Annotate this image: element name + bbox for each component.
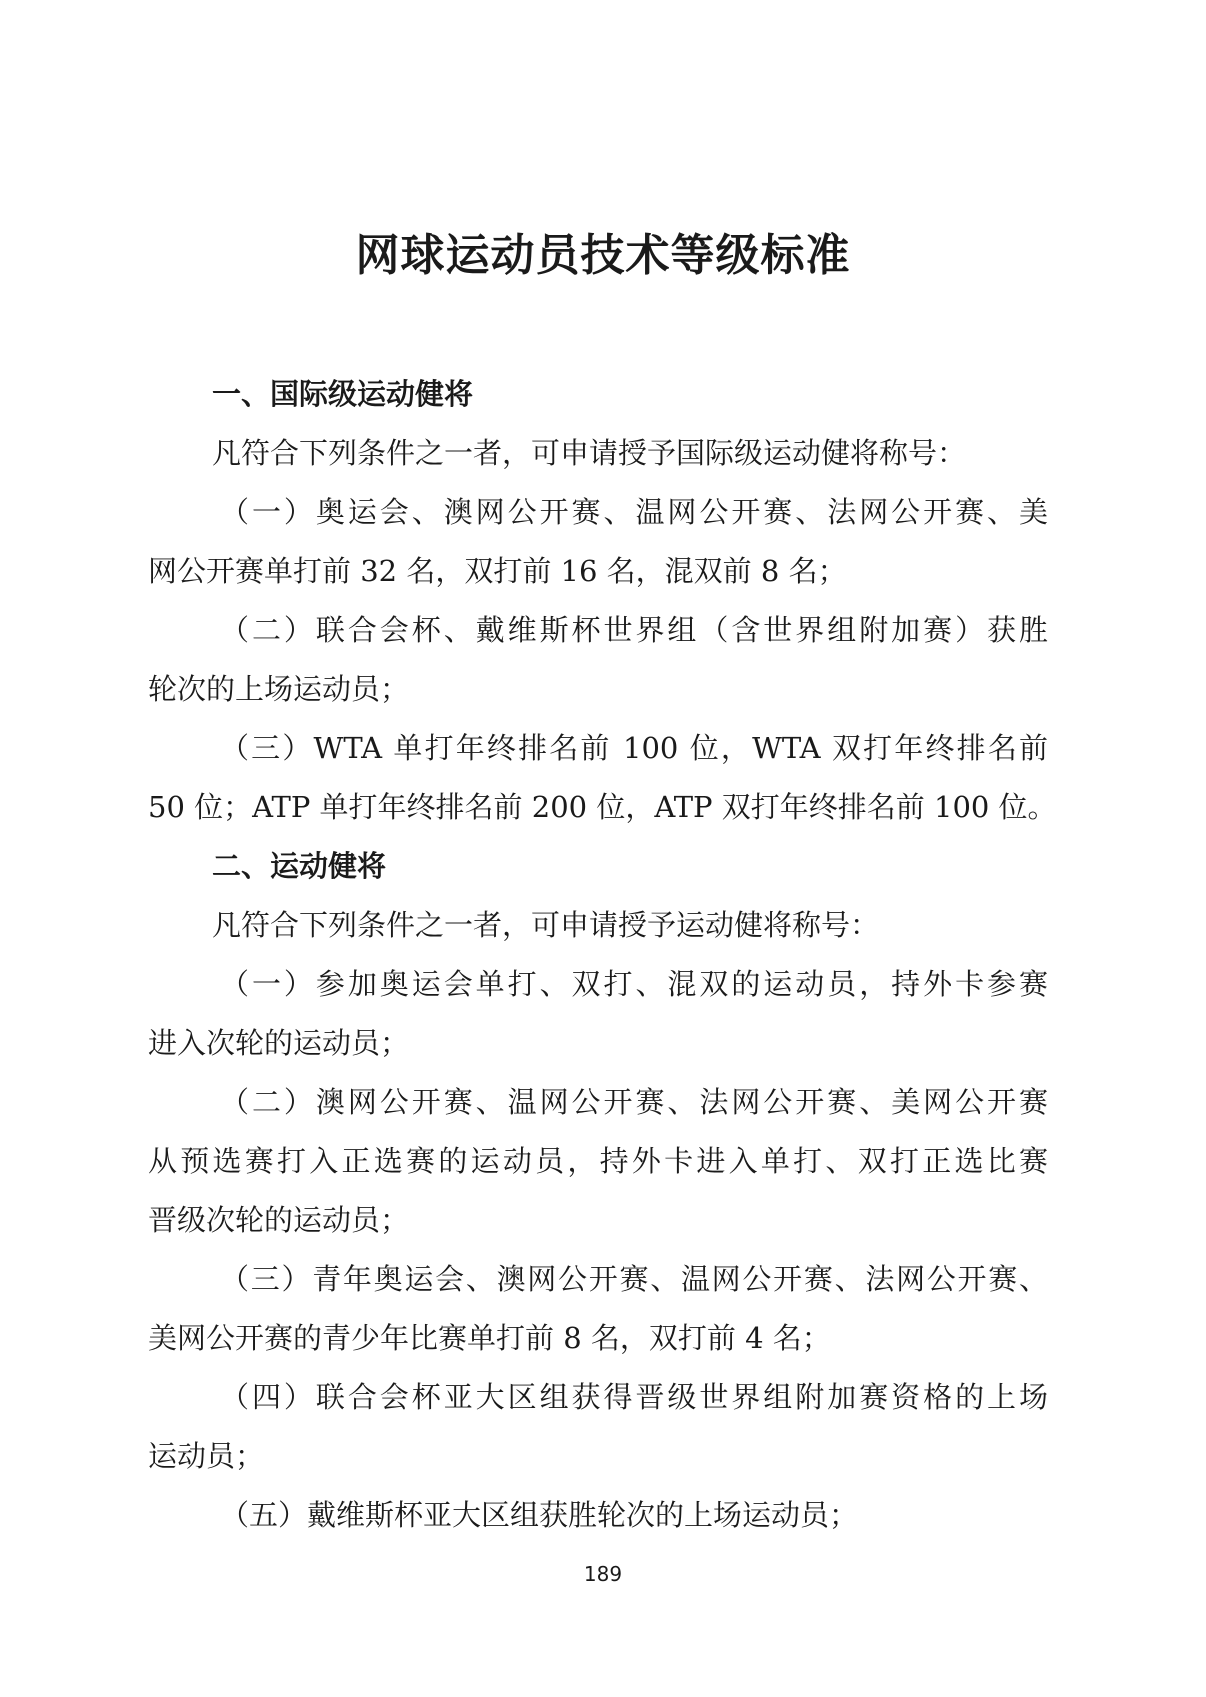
criterion-line: （五）戴维斯杯亚大区组获胜轮次的上场运动员； <box>220 1498 859 1532</box>
criterion-line: （二）联合会杯、戴维斯杯世界组（含世界组附加赛）获胜 <box>220 613 1048 647</box>
criterion-line: 50 位；ATP 单打年终排名前 200 位，ATP 双打年终排名前 100 位。 <box>148 790 1057 824</box>
criterion-line: 轮次的上场运动员； <box>148 672 410 706</box>
document-body <box>148 365 1057 1545</box>
criterion-line: 运动员； <box>148 1439 265 1473</box>
section-heading-master: 二、运动健将 <box>212 849 387 883</box>
criterion-line: （四）联合会杯亚大区组获得晋级世界组附加赛资格的上场 <box>220 1380 1048 1414</box>
criterion-line: （三）WTA 单打年终排名前 100 位，WTA 双打年终排名前 <box>220 731 1048 765</box>
criterion-line: 晋级次轮的运动员； <box>148 1203 410 1237</box>
criterion-line: （一）参加奥运会单打、双打、混双的运动员，持外卡参赛 <box>220 967 1048 1001</box>
criterion-line: （三）青年奥运会、澳网公开赛、温网公开赛、法网公开赛、 <box>220 1262 1048 1296</box>
section-intro: 凡符合下列条件之一者，可申请授予国际级运动健将称号： <box>212 436 967 470</box>
criterion-line: 从预选赛打入正选赛的运动员，持外卡进入单打、双打正选比赛 <box>148 1144 1048 1178</box>
page-number: 189 <box>583 1562 623 1586</box>
section-intro: 凡符合下列条件之一者，可申请授予运动健将称号： <box>212 908 880 942</box>
criterion-line: （一）奥运会、澳网公开赛、温网公开赛、法网公开赛、美 <box>220 495 1048 529</box>
criterion-line: 网公开赛单打前 32 名，双打前 16 名，混双前 8 名； <box>148 554 847 588</box>
page-title: 网球运动员技术等级标准 <box>355 230 851 281</box>
section-heading-international-master: 一、国际级运动健将 <box>212 377 474 411</box>
criterion-line: （二）澳网公开赛、温网公开赛、法网公开赛、美网公开赛 <box>220 1085 1048 1119</box>
criterion-line: 美网公开赛的青少年比赛单打前 8 名，双打前 4 名； <box>148 1321 831 1355</box>
criterion-line: 进入次轮的运动员； <box>148 1026 410 1060</box>
